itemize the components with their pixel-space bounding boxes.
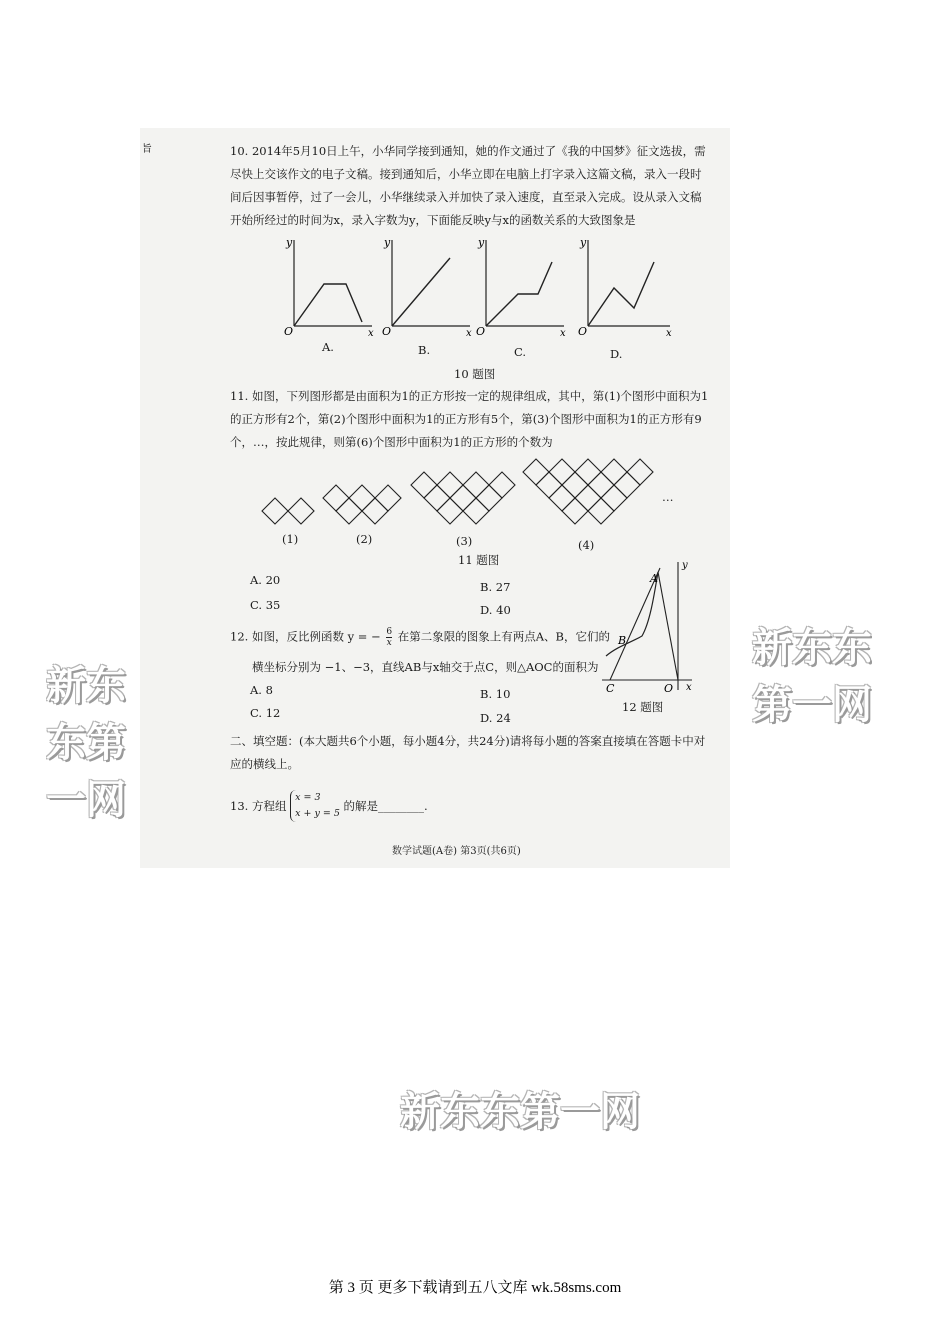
q10-d-x-label: x [666,328,672,339]
q11-ellipsis: … [662,490,674,504]
q11-figure-1 [262,498,314,524]
watermark-left: 新东东第一网 [46,663,126,823]
q10-caption: 10 题图 [454,367,496,381]
q10-b-y-label: y [384,236,391,249]
q10-option-a: A. [322,340,334,354]
q10-c-x-label: x [560,328,566,339]
section-2-heading: 二、填空题：(本大题共6个小题，每小题4分，共24分)请将每小题的答案直接填在答题卡中对应的横线上。 [230,734,706,771]
q12-label-b: B [618,634,627,647]
q10-option-c: C. [514,345,527,359]
q13-eq2: x + y = 5 [295,808,340,819]
question-13 [230,790,428,822]
q11-label-2: (2) [356,532,373,546]
q10-option-b: B. [418,343,431,357]
question-12-line2: 横坐标分别为 −1、−3，直线AB与x轴交于点C，则△AOC的面积为 [252,660,599,674]
q12-label-o: O [664,682,674,695]
q10-b-origin: O [382,325,392,338]
q10-graph-c [476,232,568,344]
q10-graph-d [578,232,676,344]
q10-b-x-label: x [466,328,472,339]
question-11-text: 11. 如图，下列图形都是由面积为1的正方形按一定的规律组成，其中，第(1)个图形中面积为1的正方形有2个，第(2)个图形中面积为1的正方形有5个，第(3)个图形中面积为1的正方形有9个，…，按此规律，则第(6)个图形中面积为1的正方形的个数为 [230,389,709,449]
q12-frac-num: 6 [386,627,393,637]
q12-choice-d: D. 24 [480,711,511,725]
q12-prefix: 12. 如图，反比例函数 y = − [230,629,381,644]
q11-caption: 11 题图 [458,553,500,567]
q12-caption: 12 题图 [622,700,664,714]
q11-figure-4 [523,459,653,524]
question-12-line1 [230,627,610,648]
q11-figures [255,455,685,535]
q13-prefix: 13. 方程组 [230,799,287,813]
q10-c-origin: O [476,325,486,338]
q10-a-origin: O [284,325,294,338]
margin-mark: 旨 [142,144,152,155]
q10-d-origin: O [578,325,588,338]
q12-frac-den: x [386,638,392,648]
q11-figure-2 [323,485,401,524]
question-10-text: 10. 2014年5月10日上午，小华同学接到通知，她的作文通过了《我的中国梦》征文选拔，需尽快上交该作文的电子文稿。接到通知后，小华立即在电脑上打字录入这篇文稿，录入一段时间后因事暂停，过了一会儿，小华继续录入并加快了录入速度，直至录入完成。设从录入文稿开始所经过的时间为x，录入字数为y，下面能反映y与x的函数关系的大致图象是 [230,144,706,227]
q11-label-1: (1) [282,532,299,546]
q10-a-x-label: x [368,328,374,339]
q13-suffix: 的解是________. [343,799,428,813]
q10-d-y-label: y [580,236,587,249]
q10-a-y-label: y [286,236,293,249]
q12-label-x: x [686,682,692,693]
q10-graph-b [382,232,474,344]
watermark-right: 新东东第一网 [752,625,872,728]
q12-figure [598,556,698,696]
q12-suffix: 在第二象限的图象上有两点A、B，它们的 [397,629,610,644]
q11-label-3: (3) [456,534,473,548]
q11-figure-3 [411,472,515,524]
q12-label-a: A [650,572,658,585]
watermark-center: 新东东第一网 [400,1089,640,1135]
q11-choice-b: B. 27 [480,580,511,594]
q11-choice-c: C. 35 [250,598,281,612]
q12-choice-c: C. 12 [250,706,281,720]
q11-choice-a: A. 20 [250,573,281,587]
q12-fraction [386,627,392,648]
q12-label-c: C [606,682,615,695]
q10-graph-a [284,232,376,344]
q12-choice-a: A. 8 [250,683,273,697]
q12-choice-b: B. 10 [480,687,511,701]
q11-label-4: (4) [578,538,595,552]
q10-option-d: D. [610,347,623,361]
q11-choice-d: D. 40 [480,603,511,617]
inner-page-footer: 数学试题(A卷) 第3页(共6页) [392,846,521,857]
q10-c-y-label: y [478,236,485,249]
q13-eq1: x = 3 [295,792,321,803]
q12-label-y: y [682,560,688,571]
q13-system [290,790,340,822]
page-footer: 第 3 页 更多下载请到五八文库 wk.58sms.com [328,1280,622,1296]
